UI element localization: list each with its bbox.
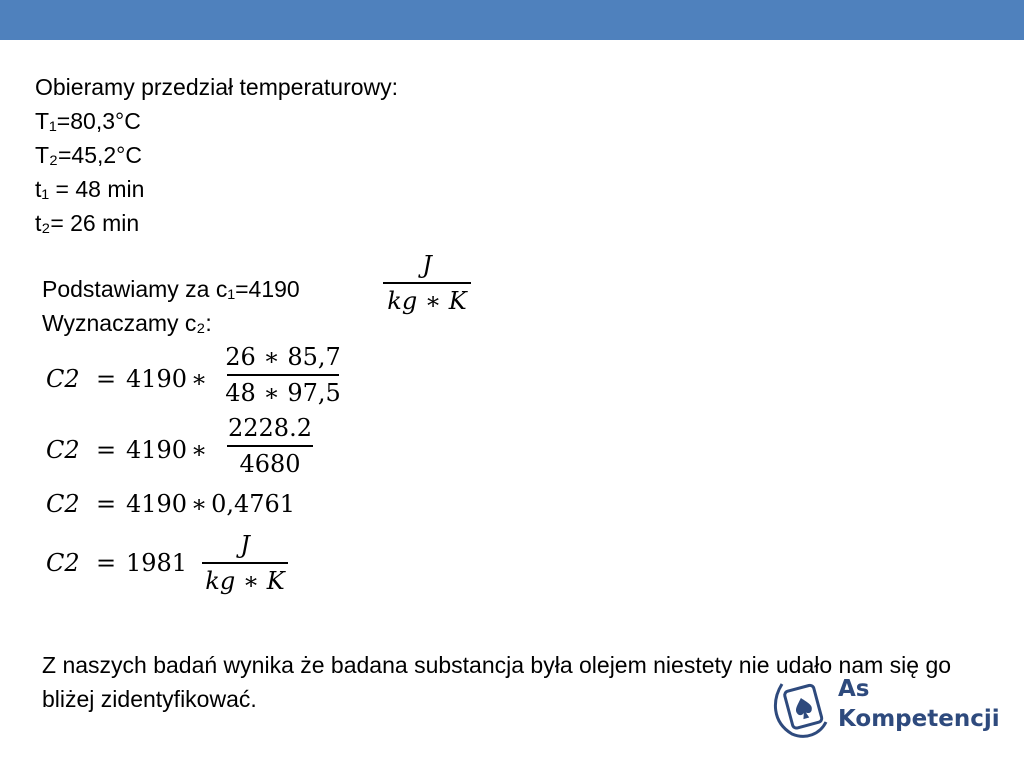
logo-line1: As [838,676,870,702]
given-t1: t₁ = 48 min [35,176,145,202]
given-intro: Obieramy przedział temperaturowy: [35,74,399,100]
logo-text [838,674,1000,734]
equation-4 [46,546,187,580]
logo-line2: Kompetencji [838,706,1000,732]
given-T1: T₁=80,3°C [35,108,141,134]
equation-1-numerator: 26 ∗ 85,7 [225,343,341,371]
equals-sign: = [95,490,117,518]
given-values [35,70,398,240]
spade-card-icon [770,674,836,740]
unit-numerator: J [422,251,432,279]
equation-1 [46,362,211,396]
multiply-sign: ∗ [190,365,208,393]
substitution-line2: Wyznaczamy c₂: [42,310,212,336]
equation-lhs: C2 [46,436,80,464]
equation-2-fraction [225,411,315,481]
header-bar [0,0,1024,40]
equation-lhs: C2 [46,549,80,577]
equation-coefficient: 4190 [126,490,188,518]
equals-sign: = [95,365,117,393]
equals-sign: = [95,549,117,577]
multiply-sign: ∗ [190,436,208,464]
equation-2 [46,433,211,467]
equation-lhs: C2 [46,365,80,393]
equation-4-unit-denominator: kg ∗ K [205,567,285,595]
given-T2: T₂=45,2°C [35,142,142,168]
equation-coefficient: 4190 [126,365,188,393]
substitution-line1: Podstawiamy za c₁=4190 [42,276,300,302]
unit-fraction [381,248,473,318]
given-t2: t₂= 26 min [35,210,140,236]
equation-4-unit-fraction [200,528,290,598]
equation-2-numerator: 2228.2 [228,414,312,442]
as-kompetencji-logo [770,672,1000,742]
equation-4-unit-numerator: J [240,531,250,559]
equation-lhs: C2 [46,490,80,518]
multiply-sign: ∗ [190,490,208,518]
equation-4-value: 1981 [126,549,188,577]
equation-1-fraction [225,340,341,410]
substitution-text [42,272,300,340]
equals-sign: = [95,436,117,464]
equation-1-denominator: 48 ∗ 97,5 [225,379,341,407]
conclusion-text: Z naszych badań wynika że badana substancja była olejem niestety nie udało nam się go bliżej zidentyfikować. [42,652,952,712]
equation-2-denominator: 4680 [239,450,301,478]
equation-coefficient: 4190 [126,436,188,464]
equation-3 [46,487,295,521]
unit-denominator: kg ∗ K [387,287,467,315]
equation-3-value: 0,4761 [211,490,296,518]
